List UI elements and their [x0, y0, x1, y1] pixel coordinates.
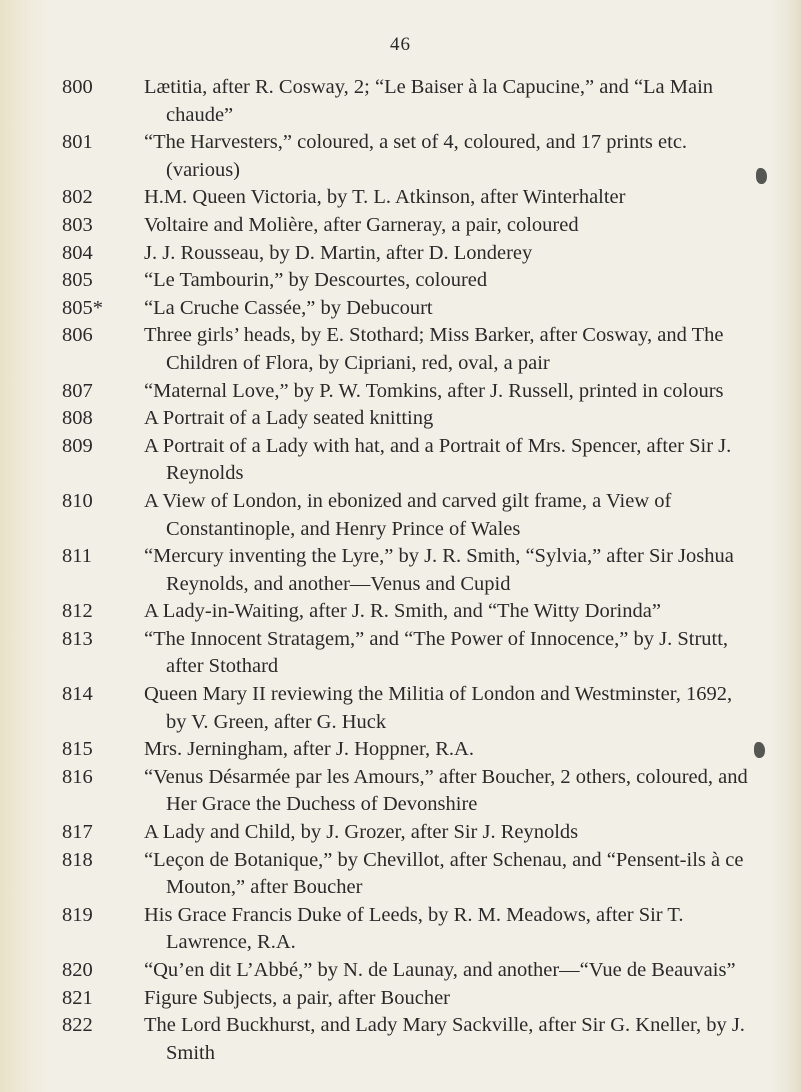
- lot-number: 803: [62, 213, 93, 236]
- lot-number: 802: [62, 186, 93, 209]
- lot-description: Figure Subjects, a pair, after Boucher: [144, 986, 451, 1009]
- lot-description: “The Harvesters,” coloured, a set of 4, coloured, and 17 prints etc. (various): [144, 131, 688, 181]
- catalogue-entry: [62, 736, 752, 764]
- lot-number: 808: [62, 407, 93, 430]
- catalogue-entry: [62, 985, 752, 1013]
- lot-number: 822: [62, 1014, 93, 1037]
- catalogue-entry: [62, 240, 752, 268]
- lot-number: 821: [62, 986, 93, 1009]
- lot-number: 813: [62, 627, 93, 650]
- catalogue-entry: [62, 433, 752, 488]
- lot-description: A Lady and Child, by J. Grozer, after Sir J. Reynolds: [144, 821, 579, 844]
- lot-description: “La Cruche Cassée,” by Debucourt: [144, 296, 433, 319]
- lot-description: The Lord Buckhurst, and Lady Mary Sackville, after Sir G. Kneller, by J. Smith: [144, 1014, 745, 1064]
- catalogue-entry: [62, 764, 752, 819]
- page-number: 46: [390, 34, 411, 55]
- lot-description: Lætitia, after R. Cosway, 2; “Le Baiser à la Capucine,” and “La Main chaude”: [144, 76, 714, 126]
- catalogue-list: [62, 74, 752, 1067]
- lot-number: 820: [62, 959, 93, 981]
- lot-description: Mrs. Jerningham, after J. Hoppner, R.A.: [144, 738, 474, 761]
- catalogue-entry: [62, 184, 752, 212]
- lot-number: 804: [62, 241, 93, 264]
- ink-blot-mark: [756, 168, 767, 184]
- lot-number: 809: [62, 434, 93, 457]
- lot-description: “Venus Désarmée par les Amours,” after Boucher, 2 others, coloured, and Her Grace the Duchess of Devonshire: [144, 765, 748, 816]
- lot-description: “Qu’en dit L’Abbé,” by N. de Launay, and another—“Vue de Beauvais”: [144, 959, 736, 981]
- catalogue-entry: [62, 212, 752, 240]
- lot-number: 810: [62, 489, 93, 512]
- page-gutter-shadow: [0, 0, 48, 1092]
- lot-number: 812: [62, 600, 93, 623]
- catalogue-entry: [62, 819, 752, 847]
- catalogue-entry: [62, 129, 752, 184]
- lot-description: “The Innocent Stratagem,” and “The Power of Innocence,” by J. Strutt, after Stothard: [144, 627, 729, 678]
- lot-number: 818: [62, 848, 93, 871]
- catalogue-entry: [62, 322, 752, 377]
- catalogue-entry: [62, 405, 752, 433]
- lot-number: 801: [62, 131, 93, 154]
- lot-number: 819: [62, 903, 93, 926]
- lot-number: 805: [62, 269, 93, 292]
- lot-number: 815: [62, 738, 93, 761]
- lot-description: Three girls’ heads, by E. Stothard; Miss Barker, after Cosway, and The Children of Flora, by Cipriani, red, oval, a pair: [144, 324, 724, 374]
- lot-description: “Maternal Love,” by P. W. Tomkins, after J. Russell, printed in colours: [144, 379, 724, 402]
- catalogue-entry: [62, 847, 752, 902]
- lot-description: Queen Mary II reviewing the Militia of London and Westminster, 1692, by V. Green, after G. Huck: [144, 683, 733, 733]
- catalogue-entry: [62, 902, 752, 957]
- lot-description: “Le Tambourin,” by Descourtes, coloured: [144, 269, 488, 292]
- catalogue-entry: [62, 378, 752, 406]
- lot-number: 817: [62, 821, 93, 844]
- lot-description: A Lady-in-Waiting, after J. R. Smith, and “The Witty Dorinda”: [144, 600, 661, 623]
- lot-description: His Grace Francis Duke of Leeds, by R. M. Meadows, after Sir T. Lawrence, R.A.: [144, 903, 684, 954]
- catalogue-entry: [62, 681, 752, 736]
- lot-description: A Portrait of a Lady with hat, and a Portrait of Mrs. Spencer, after Sir J. Reynolds: [144, 434, 732, 485]
- catalogue-entry: [62, 626, 752, 681]
- catalogue-entry: [62, 957, 752, 985]
- ink-blot-mark: [754, 742, 765, 758]
- catalogue-entry: [62, 74, 752, 129]
- lot-number: 805*: [62, 296, 103, 319]
- catalogue-entry: [62, 295, 752, 323]
- lot-description: H.M. Queen Victoria, by T. L. Atkinson, after Winterhalter: [144, 186, 626, 209]
- lot-number: 800: [62, 76, 93, 98]
- lot-description: “Mercury inventing the Lyre,” by J. R. Smith, “Sylvia,” after Sir Joshua Reynolds, and another—Venus and Cupid: [144, 545, 734, 595]
- catalogue-entry: [62, 267, 752, 295]
- lot-description: J. J. Rousseau, by D. Martin, after D. Londerey: [144, 241, 533, 264]
- lot-number: 811: [62, 545, 92, 568]
- lot-description: A View of London, in ebonized and carved gilt frame, a View of Constantinople, and Henry Prince of Wales: [144, 489, 672, 540]
- lot-description: A Portrait of a Lady seated knitting: [144, 407, 434, 430]
- lot-number: 816: [62, 765, 93, 788]
- lot-description: Voltaire and Molière, after Garneray, a pair, coloured: [144, 213, 579, 236]
- lot-number: 807: [62, 379, 93, 402]
- catalogue-entry: [62, 598, 752, 626]
- page-edge-shadow: [771, 0, 801, 1092]
- lot-number: 814: [62, 683, 93, 706]
- catalogue-entry: [62, 488, 752, 543]
- catalogue-entry: [62, 1012, 752, 1067]
- lot-number: 806: [62, 324, 93, 347]
- catalogue-entry: [62, 543, 752, 598]
- lot-description: “Leçon de Botanique,” by Chevillot, after Schenau, and “Pensent-ils à ce Mouton,” after Boucher: [144, 848, 744, 899]
